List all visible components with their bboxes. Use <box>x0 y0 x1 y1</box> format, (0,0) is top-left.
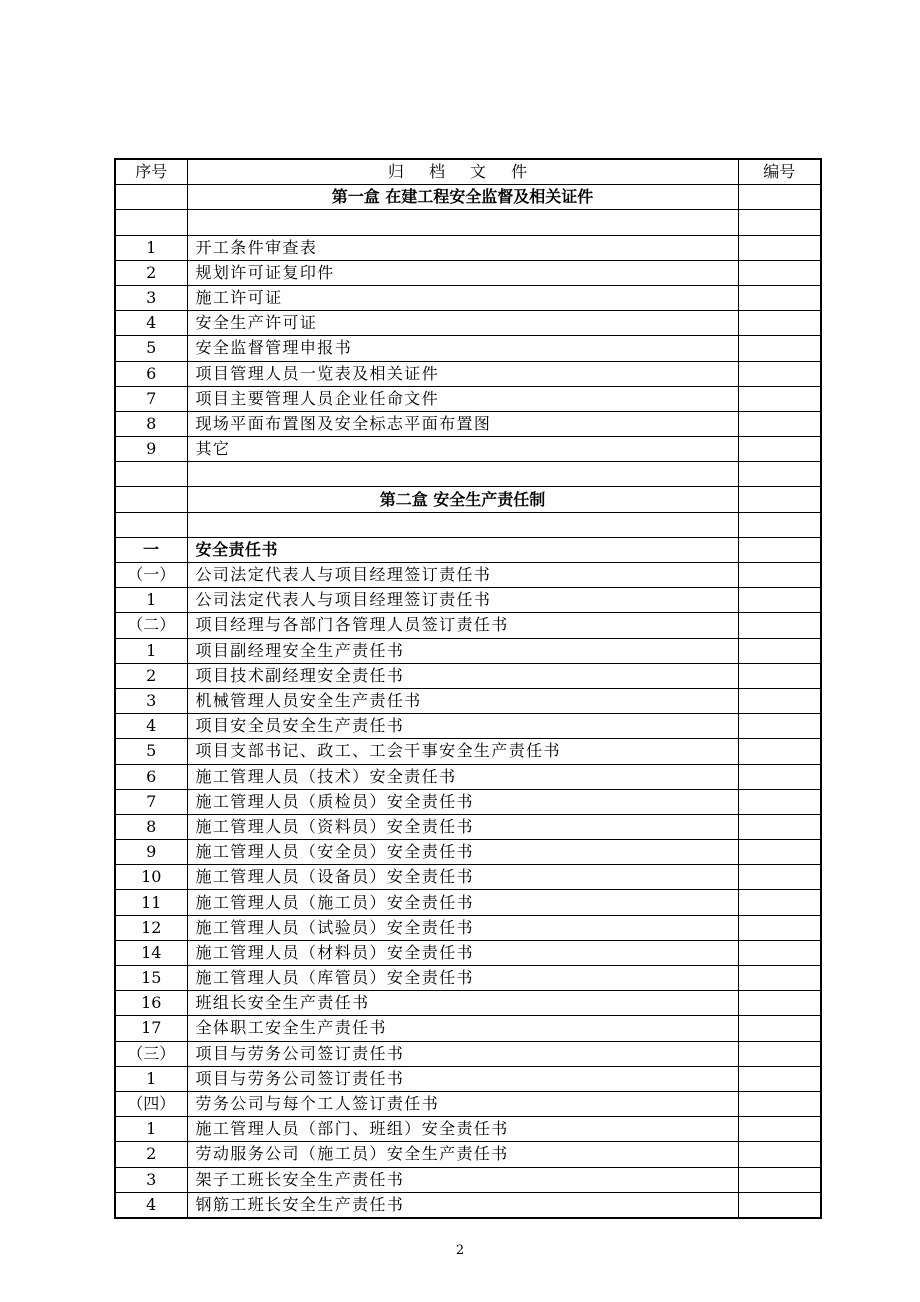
header-code: 编号 <box>738 159 821 185</box>
row-code <box>738 361 821 386</box>
row-code <box>738 1041 821 1066</box>
table-row <box>115 890 821 915</box>
row-code <box>738 1091 821 1116</box>
row-code <box>738 764 821 789</box>
empty-cell <box>115 210 187 235</box>
row-document-name: 施工管理人员（库管员）安全责任书 <box>187 966 738 991</box>
row-document-name: 劳务公司与每个工人签订责任书 <box>187 1091 738 1116</box>
table-row <box>115 285 821 310</box>
row-document-name: 施工管理人员（试验员）安全责任书 <box>187 915 738 940</box>
row-document-name: 安全生产许可证 <box>187 311 738 336</box>
table-row <box>115 1192 821 1218</box>
table-row <box>115 714 821 739</box>
row-index: （二） <box>115 613 187 638</box>
archive-file-table <box>114 158 822 1219</box>
row-code <box>738 437 821 462</box>
row-document-name: 规划许可证复印件 <box>187 260 738 285</box>
row-code <box>738 663 821 688</box>
table-row <box>115 437 821 462</box>
row-index: 12 <box>115 915 187 940</box>
row-document-name: 安全监督管理申报书 <box>187 336 738 361</box>
row-index: 一 <box>115 537 187 562</box>
empty-cell <box>187 512 738 537</box>
row-document-name: 班组长安全生产责任书 <box>187 991 738 1016</box>
row-index: 9 <box>115 840 187 865</box>
row-document-name: 施工管理人员（设备员）安全责任书 <box>187 865 738 890</box>
row-document-name: 公司法定代表人与项目经理签订责任书 <box>187 588 738 613</box>
table-row <box>115 638 821 663</box>
header-index: 序号 <box>115 159 187 185</box>
row-index: 14 <box>115 940 187 965</box>
empty-cell <box>738 462 821 487</box>
row-code <box>738 537 821 562</box>
table-row <box>115 1016 821 1041</box>
row-index: 2 <box>115 1142 187 1167</box>
row-index: 6 <box>115 361 187 386</box>
table-row <box>115 235 821 260</box>
row-index: 4 <box>115 311 187 336</box>
row-document-name: 项目副经理安全生产责任书 <box>187 638 738 663</box>
table-row <box>115 563 821 588</box>
row-code <box>738 966 821 991</box>
row-index: （三） <box>115 1041 187 1066</box>
row-document-name: 架子工班长安全生产责任书 <box>187 1167 738 1192</box>
table-row <box>115 991 821 1016</box>
row-index: 9 <box>115 437 187 462</box>
row-index: 10 <box>115 865 187 890</box>
row-document-name: 项目管理人员一览表及相关证件 <box>187 361 738 386</box>
row-code <box>738 714 821 739</box>
table-header-row <box>115 159 821 185</box>
row-index: 2 <box>115 663 187 688</box>
table-row <box>115 613 821 638</box>
blank-row <box>115 210 821 235</box>
row-index: 17 <box>115 1016 187 1041</box>
table-row <box>115 260 821 285</box>
row-code <box>738 739 821 764</box>
row-document-name: 钢筋工班长安全生产责任书 <box>187 1192 738 1218</box>
table-row <box>115 1041 821 1066</box>
row-document-name: 项目与劳务公司签订责任书 <box>187 1041 738 1066</box>
row-document-name: 项目支部书记、政工、工会干事安全生产责任书 <box>187 739 738 764</box>
row-index: 6 <box>115 764 187 789</box>
row-code <box>738 613 821 638</box>
table-row <box>115 663 821 688</box>
row-document-name: 施工许可证 <box>187 285 738 310</box>
code-cell <box>738 487 821 512</box>
row-index: （一） <box>115 563 187 588</box>
row-document-name: 施工管理人员（资料员）安全责任书 <box>187 814 738 839</box>
empty-cell <box>115 512 187 537</box>
row-code <box>738 1192 821 1218</box>
row-code <box>738 814 821 839</box>
table-row <box>115 336 821 361</box>
row-index: 5 <box>115 739 187 764</box>
row-code <box>738 865 821 890</box>
empty-cell <box>187 210 738 235</box>
row-code <box>738 840 821 865</box>
row-code <box>738 1016 821 1041</box>
row-index: 5 <box>115 336 187 361</box>
row-index: 3 <box>115 1167 187 1192</box>
row-code <box>738 1066 821 1091</box>
table-row <box>115 386 821 411</box>
row-index: 11 <box>115 890 187 915</box>
blank-row <box>115 462 821 487</box>
row-document-name: 劳动服务公司（施工员）安全生产责任书 <box>187 1142 738 1167</box>
section-title: 第一盒 在建工程安全监督及相关证件 <box>187 185 738 210</box>
row-index: 1 <box>115 1066 187 1091</box>
table-row <box>115 1167 821 1192</box>
row-index: 4 <box>115 714 187 739</box>
row-index: 1 <box>115 235 187 260</box>
table-row <box>115 311 821 336</box>
row-code <box>738 991 821 1016</box>
table-row <box>115 1142 821 1167</box>
row-code <box>738 235 821 260</box>
row-index: （四） <box>115 1091 187 1116</box>
row-code <box>738 789 821 814</box>
row-document-name: 开工条件审查表 <box>187 235 738 260</box>
row-index: 4 <box>115 1192 187 1218</box>
row-document-name: 施工管理人员（施工员）安全责任书 <box>187 890 738 915</box>
row-index: 16 <box>115 991 187 1016</box>
row-document-name: 现场平面布置图及安全标志平面布置图 <box>187 411 738 436</box>
row-document-name: 施工管理人员（安全员）安全责任书 <box>187 840 738 865</box>
blank-row <box>115 512 821 537</box>
table-row <box>115 1066 821 1091</box>
table-row <box>115 865 821 890</box>
table-row <box>115 789 821 814</box>
row-document-name: 项目安全员安全生产责任书 <box>187 714 738 739</box>
row-code <box>738 915 821 940</box>
row-document-name: 公司法定代表人与项目经理签订责任书 <box>187 563 738 588</box>
table-row <box>115 688 821 713</box>
row-code <box>738 940 821 965</box>
row-index: 7 <box>115 789 187 814</box>
row-code <box>738 411 821 436</box>
empty-cell <box>187 462 738 487</box>
row-document-name: 机械管理人员安全生产责任书 <box>187 688 738 713</box>
row-document-name: 项目技术副经理安全责任书 <box>187 663 738 688</box>
index-cell <box>115 185 187 210</box>
table-row <box>115 814 821 839</box>
row-code <box>738 336 821 361</box>
code-cell <box>738 185 821 210</box>
row-code <box>738 688 821 713</box>
table-row <box>115 764 821 789</box>
table-row <box>115 361 821 386</box>
row-index: 3 <box>115 688 187 713</box>
table-row <box>115 411 821 436</box>
row-document-name: 施工管理人员（质检员）安全责任书 <box>187 789 738 814</box>
row-document-name: 项目主要管理人员企业任命文件 <box>187 386 738 411</box>
row-index: 1 <box>115 1117 187 1142</box>
row-code <box>738 588 821 613</box>
row-code <box>738 285 821 310</box>
empty-cell <box>738 210 821 235</box>
row-document-name: 项目与劳务公司签订责任书 <box>187 1066 738 1091</box>
table-row <box>115 1091 821 1116</box>
empty-cell <box>115 462 187 487</box>
row-index: 1 <box>115 588 187 613</box>
row-index: 7 <box>115 386 187 411</box>
table-row <box>115 966 821 991</box>
row-document-name: 施工管理人员（部门、班组）安全责任书 <box>187 1117 738 1142</box>
row-index: 1 <box>115 638 187 663</box>
empty-cell <box>738 512 821 537</box>
row-code <box>738 311 821 336</box>
row-document-name: 全体职工安全生产责任书 <box>187 1016 738 1041</box>
section-row <box>115 487 821 512</box>
row-code <box>738 260 821 285</box>
row-document-name: 安全责任书 <box>187 537 738 562</box>
page-number: 2 <box>455 1243 465 1258</box>
table-row <box>115 915 821 940</box>
row-index: 8 <box>115 411 187 436</box>
row-index: 2 <box>115 260 187 285</box>
row-code <box>738 890 821 915</box>
index-cell <box>115 487 187 512</box>
row-code <box>738 563 821 588</box>
row-code <box>738 1167 821 1192</box>
table-row <box>115 840 821 865</box>
row-document-name: 施工管理人员（技术）安全责任书 <box>187 764 738 789</box>
row-code <box>738 1142 821 1167</box>
row-document-name: 项目经理与各部门各管理人员签订责任书 <box>187 613 738 638</box>
row-code <box>738 638 821 663</box>
table-row <box>115 588 821 613</box>
header-title: 归 档 文 件 <box>187 159 738 185</box>
category-row <box>115 537 821 562</box>
section-title: 第二盒 安全生产责任制 <box>187 487 738 512</box>
row-index: 3 <box>115 285 187 310</box>
table-row <box>115 940 821 965</box>
table-row <box>115 1117 821 1142</box>
row-document-name: 其它 <box>187 437 738 462</box>
row-index: 15 <box>115 966 187 991</box>
section-row <box>115 185 821 210</box>
row-code <box>738 1117 821 1142</box>
row-code <box>738 386 821 411</box>
table-row <box>115 739 821 764</box>
row-document-name: 施工管理人员（材料员）安全责任书 <box>187 940 738 965</box>
row-index: 8 <box>115 814 187 839</box>
